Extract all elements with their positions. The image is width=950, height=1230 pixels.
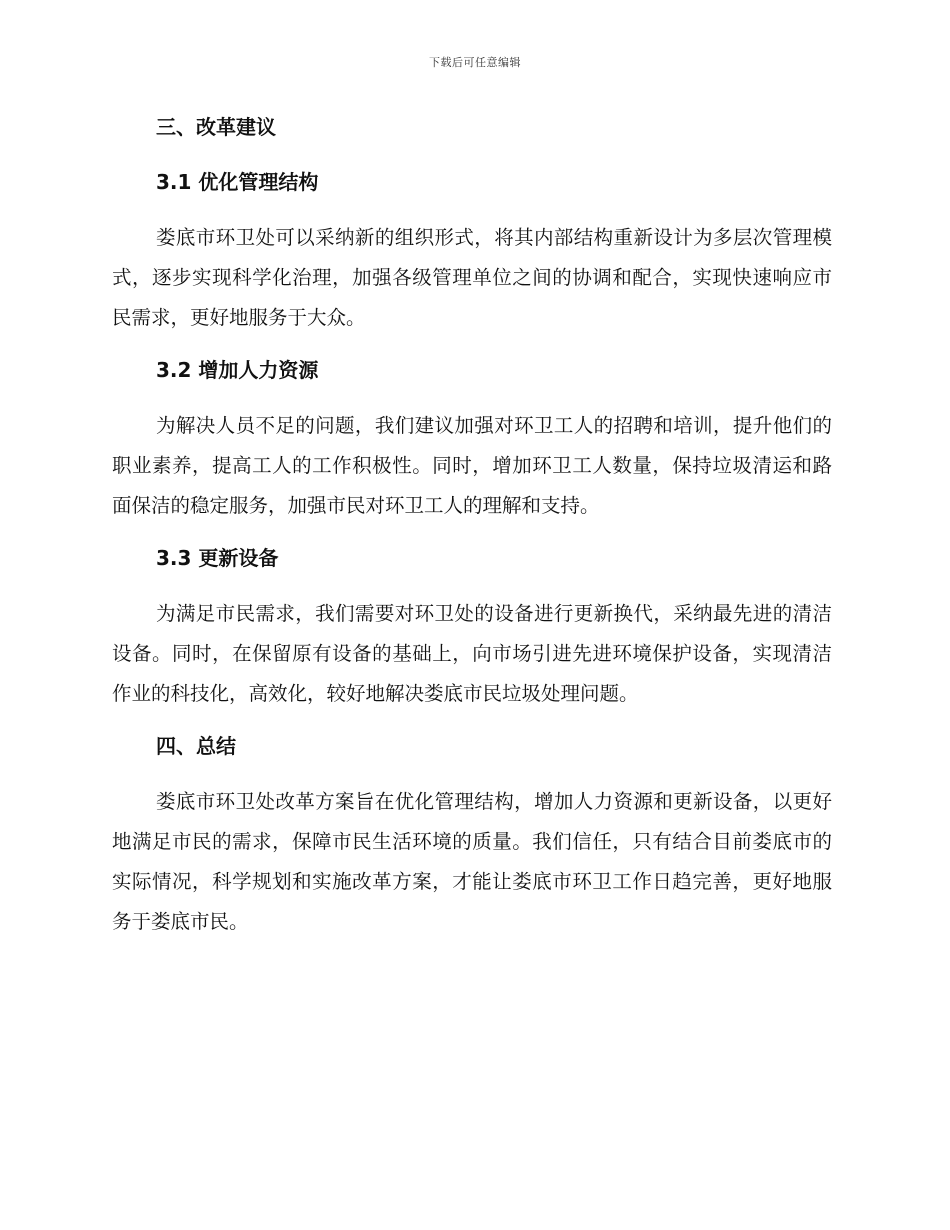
- paragraph-human-resources: 为解决人员不足的问题，我们建议加强对环卫工人的招聘和培训，提升他们的职业素养，提高工人的工作积极性。同时，增加环卫工人数量，保持垃圾清运和路面保洁的稳定服务，加强市民对环卫工人的理解和支持。: [112, 414, 832, 517]
- section-title-summary: 四、总结: [156, 734, 236, 758]
- subsection-title-equipment: 3.3 更新设备: [156, 546, 279, 570]
- paragraph-equipment: 为满足市民需求，我们需要对环卫处的设备进行更新换代，采纳最先进的清洁设备。同时，在保留原有设备的基础上，向市场引进先进环境保护设备，实现清洁作业的科技化，高效化，较好地解决娄底市民垃圾处理问题。: [112, 602, 832, 705]
- document-body: [112, 108, 832, 955]
- paragraph-summary: 娄底市环卫处改革方案旨在优化管理结构，增加人力资源和更新设备，以更好地满足市民的需求，保障市民生活环境的质量。我们信任，只有结合目前娄底市的实际情况，科学规划和实施改革方案，才能让娄底市环卫工作日趋完善，更好地服务于娄底市民。: [112, 790, 832, 933]
- subsection-title-management: 3.1 优化管理结构: [156, 170, 319, 194]
- subsection-title-human-resources: 3.2 增加人力资源: [156, 358, 319, 382]
- paragraph-management: 娄底市环卫处可以采纳新的组织形式，将其内部结构重新设计为多层次管理模式，逐步实现科学化治理，加强各级管理单位之间的协调和配合，实现快速响应市民需求，更好地服务于大众。: [112, 226, 832, 329]
- header-note: 下载后可任意编辑: [429, 56, 521, 69]
- section-title-reform-suggestions: 三、改革建议: [156, 115, 276, 139]
